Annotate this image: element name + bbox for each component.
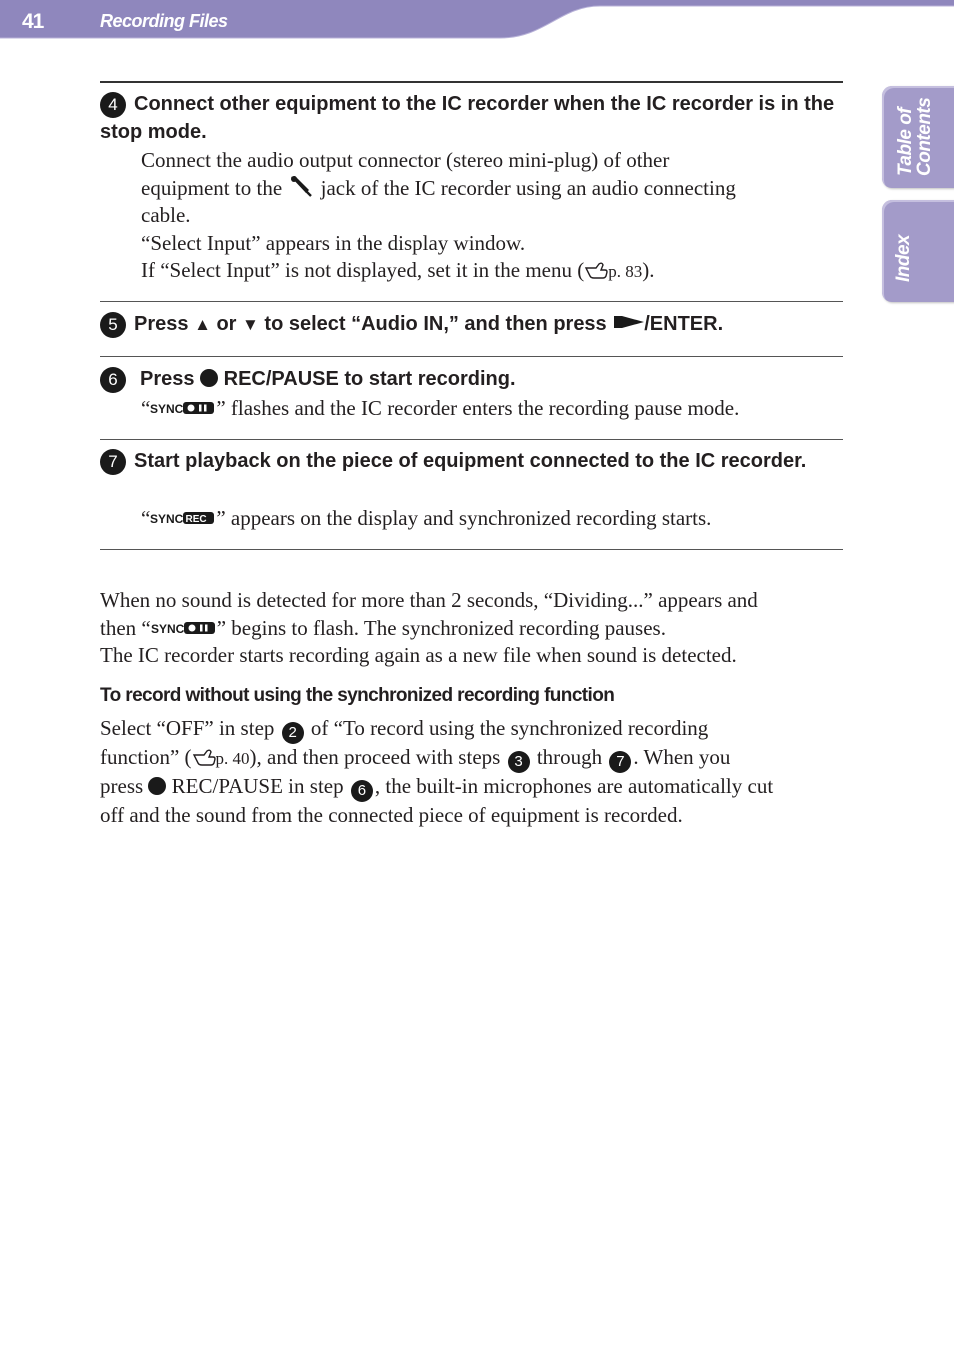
subsection-text: Select “OFF” in step [100, 716, 275, 740]
step-6-text: ” flashes and the IC recorder enters the recording pause mode. [216, 396, 740, 420]
note-line [100, 615, 845, 643]
page-number: 41 [22, 10, 44, 33]
divider [100, 356, 843, 357]
page-reference-icon [192, 747, 216, 767]
step-5-text: /ENTER. [644, 313, 724, 335]
header-bar [0, 0, 954, 40]
subsection-text: , the built-in microphones are automatically cut [374, 774, 774, 798]
sync-label: SYNC [150, 621, 185, 636]
step-5-text: Press [134, 313, 189, 335]
note-paragraph [100, 587, 845, 670]
step-4-line [141, 257, 841, 286]
subsection-line [100, 744, 845, 773]
divider [100, 439, 843, 440]
subsection-line [100, 773, 845, 802]
subsection-line: off and the sound from the connected piece of equipment is recorded. [100, 803, 683, 827]
record-dot-icon [200, 369, 218, 387]
up-arrow-icon: ▲ [194, 315, 211, 334]
subsection-text: through [536, 745, 603, 769]
step-6-text: Press [140, 368, 195, 390]
step-number-badge: 7 [609, 751, 631, 773]
step-number-badge: 6 [100, 367, 126, 393]
note-text: then “ [100, 615, 151, 640]
step-5-text: to select “Audio IN,” and then press [264, 313, 607, 335]
sync-label: SYNC [150, 512, 184, 526]
subsection-heading: To record without using the synchronized recording function [100, 685, 615, 706]
tab-index[interactable] [882, 200, 954, 302]
step-4-heading [100, 90, 845, 146]
step-number-badge: 5 [100, 312, 126, 338]
divider [100, 549, 843, 550]
step-number-badge: 7 [100, 449, 126, 475]
step-number-badge: 2 [282, 722, 304, 744]
subsection-line [100, 715, 845, 744]
step-6-text: REC/PAUSE to start recording. [223, 368, 516, 390]
note-text: ” begins to flash. The synchronized recording pauses. [216, 615, 666, 640]
sync-pause-indicator-icon [150, 400, 216, 416]
rec-label: REC [185, 514, 207, 525]
record-dot-icon [148, 777, 166, 795]
step-4-line [141, 175, 841, 203]
divider [100, 81, 843, 83]
play-icon [614, 314, 644, 330]
page-reference-link[interactable]: p. 40 [215, 749, 250, 768]
subsection-text: . When you [633, 745, 731, 769]
step-7-heading [100, 447, 845, 475]
subsection-text: press [100, 774, 144, 798]
step-6-body [141, 395, 841, 423]
subsection-body [100, 715, 845, 830]
step-4-line: “Select Input” appears in the display window. [141, 230, 526, 255]
divider [100, 301, 843, 302]
note-line: The IC recorder starts recording again as a new file when sound is detected. [100, 643, 737, 667]
step-5-text: or [216, 313, 237, 335]
subsection-text: function” ( [100, 745, 192, 769]
step-4-body [141, 147, 841, 286]
subsection-text: ), and then proceed with steps [249, 745, 501, 769]
down-arrow-icon: ▼ [242, 315, 259, 334]
step-4-text: equipment to the [141, 175, 283, 200]
tab-index-label: Index [893, 234, 914, 282]
quote-mark: “ [141, 396, 151, 420]
step-4-text: If “Select Input” is not displayed, set it in the menu ( [141, 258, 585, 282]
step-4-line: Connect the audio output connector (stereo mini-plug) of other [141, 148, 670, 172]
tab-table-of-contents[interactable] [882, 86, 954, 188]
page-reference-link[interactable]: p. 83 [608, 262, 643, 281]
step-7-title: Start playback on the piece of equipment connected to the IC recorder. [134, 450, 807, 472]
sync-label: SYNC [150, 402, 184, 416]
page-reference-icon [584, 260, 608, 280]
step-number-badge: 6 [351, 780, 373, 802]
note-line: When no sound is detected for more than 2 seconds, “Dividing...” appears and [100, 588, 758, 612]
step-7-body [141, 505, 841, 533]
sync-pause-indicator-icon [151, 620, 217, 636]
step-4-text: jack of the IC recorder using an audio connecting [320, 175, 736, 200]
tab-toc-label: Table of Contents [895, 97, 935, 176]
subsection-text: of “To record using the synchronized recording [310, 716, 709, 740]
step-4-line: cable. [141, 203, 191, 227]
step-number-badge: 3 [508, 751, 530, 773]
headphone-jack-icon [287, 175, 315, 197]
step-5-heading [100, 310, 845, 339]
step-4-text: ). [642, 258, 655, 282]
step-4-title: Connect other equipment to the IC recorder when the IC recorder is in the stop mode. [100, 93, 835, 143]
step-7-text: ” appears on the display and synchronized recording starts. [216, 506, 712, 530]
quote-mark: “ [141, 506, 151, 530]
sync-rec-indicator-icon [150, 510, 216, 526]
section-title: Recording Files [100, 11, 228, 31]
step-6-heading [100, 365, 845, 393]
subsection-text: REC/PAUSE in step [171, 774, 344, 798]
step-number-badge: 4 [100, 92, 126, 118]
